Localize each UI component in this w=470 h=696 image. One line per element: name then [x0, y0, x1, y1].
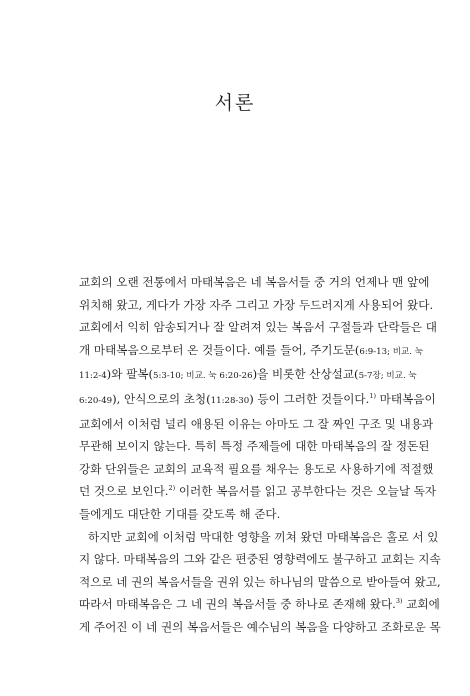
text-line: [79, 548, 441, 571]
text-segment: 적으로 네 권의 복음서들을 권위 있는 하나님의 말씀으로 받아들여 왔고,: [79, 574, 441, 589]
text-segment: 교회에서 이처럼 널리 애용된 이유는 아마도 그 잘 짜인 구조 및 내용과: [79, 416, 434, 431]
body-text: [79, 271, 441, 639]
text-segment: 5:3-10; 비교. 눅 6:20-26: [153, 371, 253, 382]
text-segment: )을 비롯한 산상설교(: [252, 367, 359, 382]
text-segment: 6:9-13; 비교. 눅: [359, 346, 424, 357]
chapter-title: 서론: [214, 92, 256, 114]
text-segment: 강화 단위들은 교회의 교육적 필요를 채우는 용도로 사용하기에 적절했: [79, 461, 434, 476]
text-segment: 11:2-4: [79, 371, 107, 382]
text-line: [79, 271, 430, 294]
text-segment: 따라서 마태복음은 그 네 권의 복음서들 중 하나로 존재해 왔다.: [79, 597, 396, 612]
text-segment: 마태복음이: [375, 391, 436, 406]
text-segment: ), 안식으로의 초청(: [112, 391, 211, 406]
text-segment: 이러한 복음서를 읽고 공부한다는 것은 오늘날 독자: [175, 484, 437, 499]
text-line: [79, 316, 437, 339]
text-segment: 위치해 왔고, 게다가 가장 자주 그리고 가장 두드러지게 사용되어 왔다.: [79, 297, 434, 312]
text-segment: 교회의 오랜 전통에서 마태복음은 네 복음서들 중 거의 언제나 맨 앞에: [79, 275, 430, 289]
text-line: [79, 294, 434, 317]
text-segment: 던 것으로 보인다.: [79, 484, 169, 499]
text-segment: 들에게도 대단한 기대를 갖도록 해 준다.: [79, 506, 281, 521]
text-line: [79, 435, 430, 458]
text-line: [79, 458, 434, 481]
text-line: [79, 503, 397, 526]
text-segment: 게 주어진 이 네 권의 복음서들은 예수님의 복음을 다양하고 조화로운 목: [79, 619, 441, 634]
text-line: [79, 339, 424, 364]
text-segment: ) 등이 그러한 것들이다.: [249, 391, 370, 406]
text-line: [79, 413, 434, 436]
text-segment: )와 팔복(: [106, 367, 154, 382]
text-segment: 11:28-30: [210, 395, 250, 406]
text-segment: 6:20-49: [79, 395, 113, 406]
text-segment: 하지만 교회에 이처럼 막대한 영향을 끼쳐 왔던 마태복음은 홀로 서 있: [88, 529, 439, 544]
text-segment: 무관해 보이지 않는다. 특히 특정 주제들에 대한 마태복음의 잘 정돈된: [79, 439, 430, 454]
text-segment: 교회에: [402, 597, 440, 612]
text-line: [79, 388, 436, 413]
text-line: [79, 363, 417, 388]
text-line: [79, 526, 439, 549]
text-segment: 5-7장; 비교. 눅: [358, 371, 417, 382]
text-segment: 교회에서 익히 암송되거나 잘 알려져 있는 복음서 구절들과 단락들은 대: [79, 320, 437, 335]
footnote-ref: 3): [395, 597, 403, 606]
text-line: [79, 571, 441, 594]
text-line: [79, 616, 441, 639]
footnote-ref: 1): [369, 391, 376, 400]
text-line: [79, 593, 440, 616]
text-segment: 개 마태복음으로부터 온 것들이다. 예를 들어, 주기도문(: [79, 342, 360, 357]
text-line: [79, 480, 437, 503]
text-segment: 지 않다. 마태복음의 그와 같은 편중된 영향력에도 불구하고 교회는 지속: [79, 552, 441, 567]
footnote-ref: 2): [168, 484, 176, 493]
